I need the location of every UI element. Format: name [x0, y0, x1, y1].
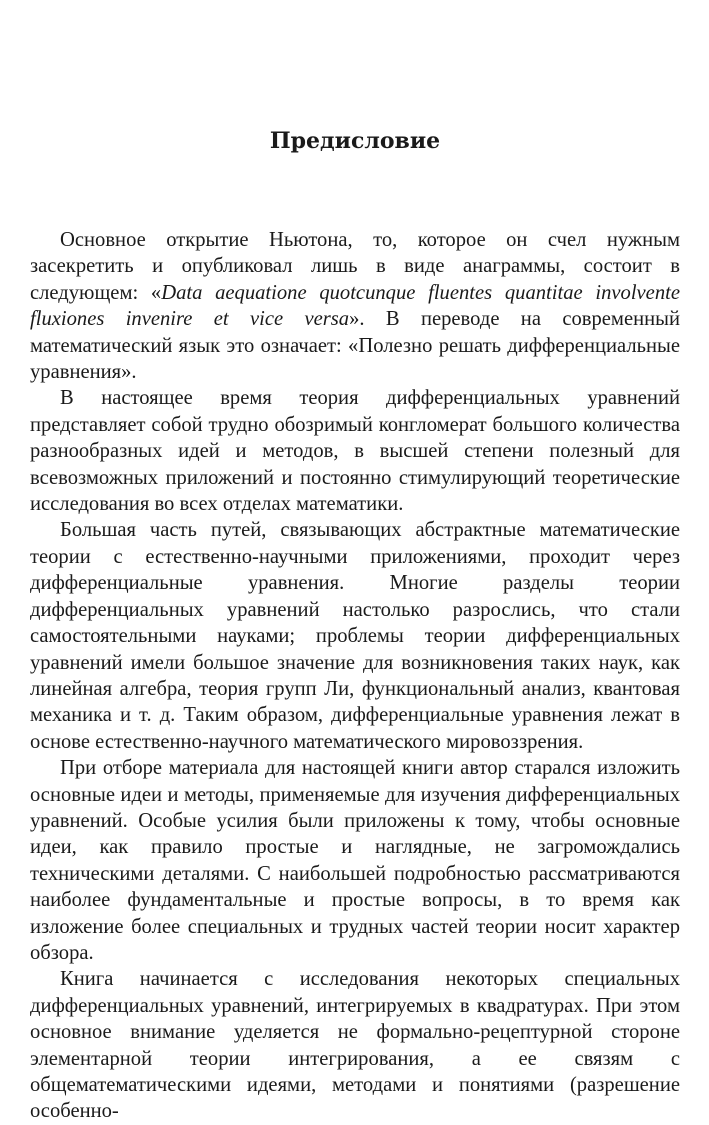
paragraph-2: В настоящее время теория дифференциальных уравнений представляет собой трудно обозримый конгломерат большого количества разнообразных идей и методов, в высшей степени полезный для всевозможных приложений и постоянно стимулирующий теоретические исследования во всех отделах математики. — [30, 387, 680, 516]
document-page — [30, 0, 680, 1123]
paragraph-5: Книга начинается с исследования некоторых специальных дифференциальных уравнений, интегрируемых в квадратурах. При этом основное внимание уделяется не формально-рецептурной стороне элементарной теории интегрирования, а ее связям с общематематическими идеями, методами и понятиями (разрешение особенно- — [30, 968, 680, 1123]
paragraph-1 — [30, 227, 680, 385]
body-text — [30, 227, 680, 1125]
paragraph-1-end: ». В переводе на современный математический язык это означает: «Полезно решать дифференциальные уравнения». — [30, 308, 680, 384]
paragraph-3: Большая часть путей, связывающих абстрактные математические теории с естественно-научными приложениями, проходит через дифференциальные уравнения. Многие разделы теории дифференциальных уравнений настолько разрослись, что стали самостоятельными науками; проблемы теории дифференциальных уравнений имели большое значение для возникновения таких наук, как линейная алгебра, теория групп Ли, функциональный анализ, квантовая механика и т. д. Таким образом, дифференциальные уравнения лежат в основе естественно-научного математического мировоззрения. — [30, 519, 680, 753]
paragraph-1-start: Основное открытие Ньютона, то, которое он счел нужным засекретить и опубликовал лишь в виде анаграммы, состоит в следующем: « — [30, 229, 680, 304]
page-title: Предисловие — [269, 128, 441, 154]
paragraph-4: При отборе материала для настоящей книги автор старался изложить основные идеи и методы, применяемые для изучения дифференциальных уравнений. Особые усилия были приложены к тому, чтобы основные идеи, как правило простые и наглядные, не загромождались техническими деталями. С наибольшей подробностью рассматриваются наиболее фундаментальные и простые вопросы, в то время как изложение более специальных и трудных частей теории носит характер обзора. — [30, 757, 680, 964]
latin-quote: Data aequatione quotcunque fluentes quantitae involvente fluxiones invenire et vice versa — [30, 281, 680, 331]
